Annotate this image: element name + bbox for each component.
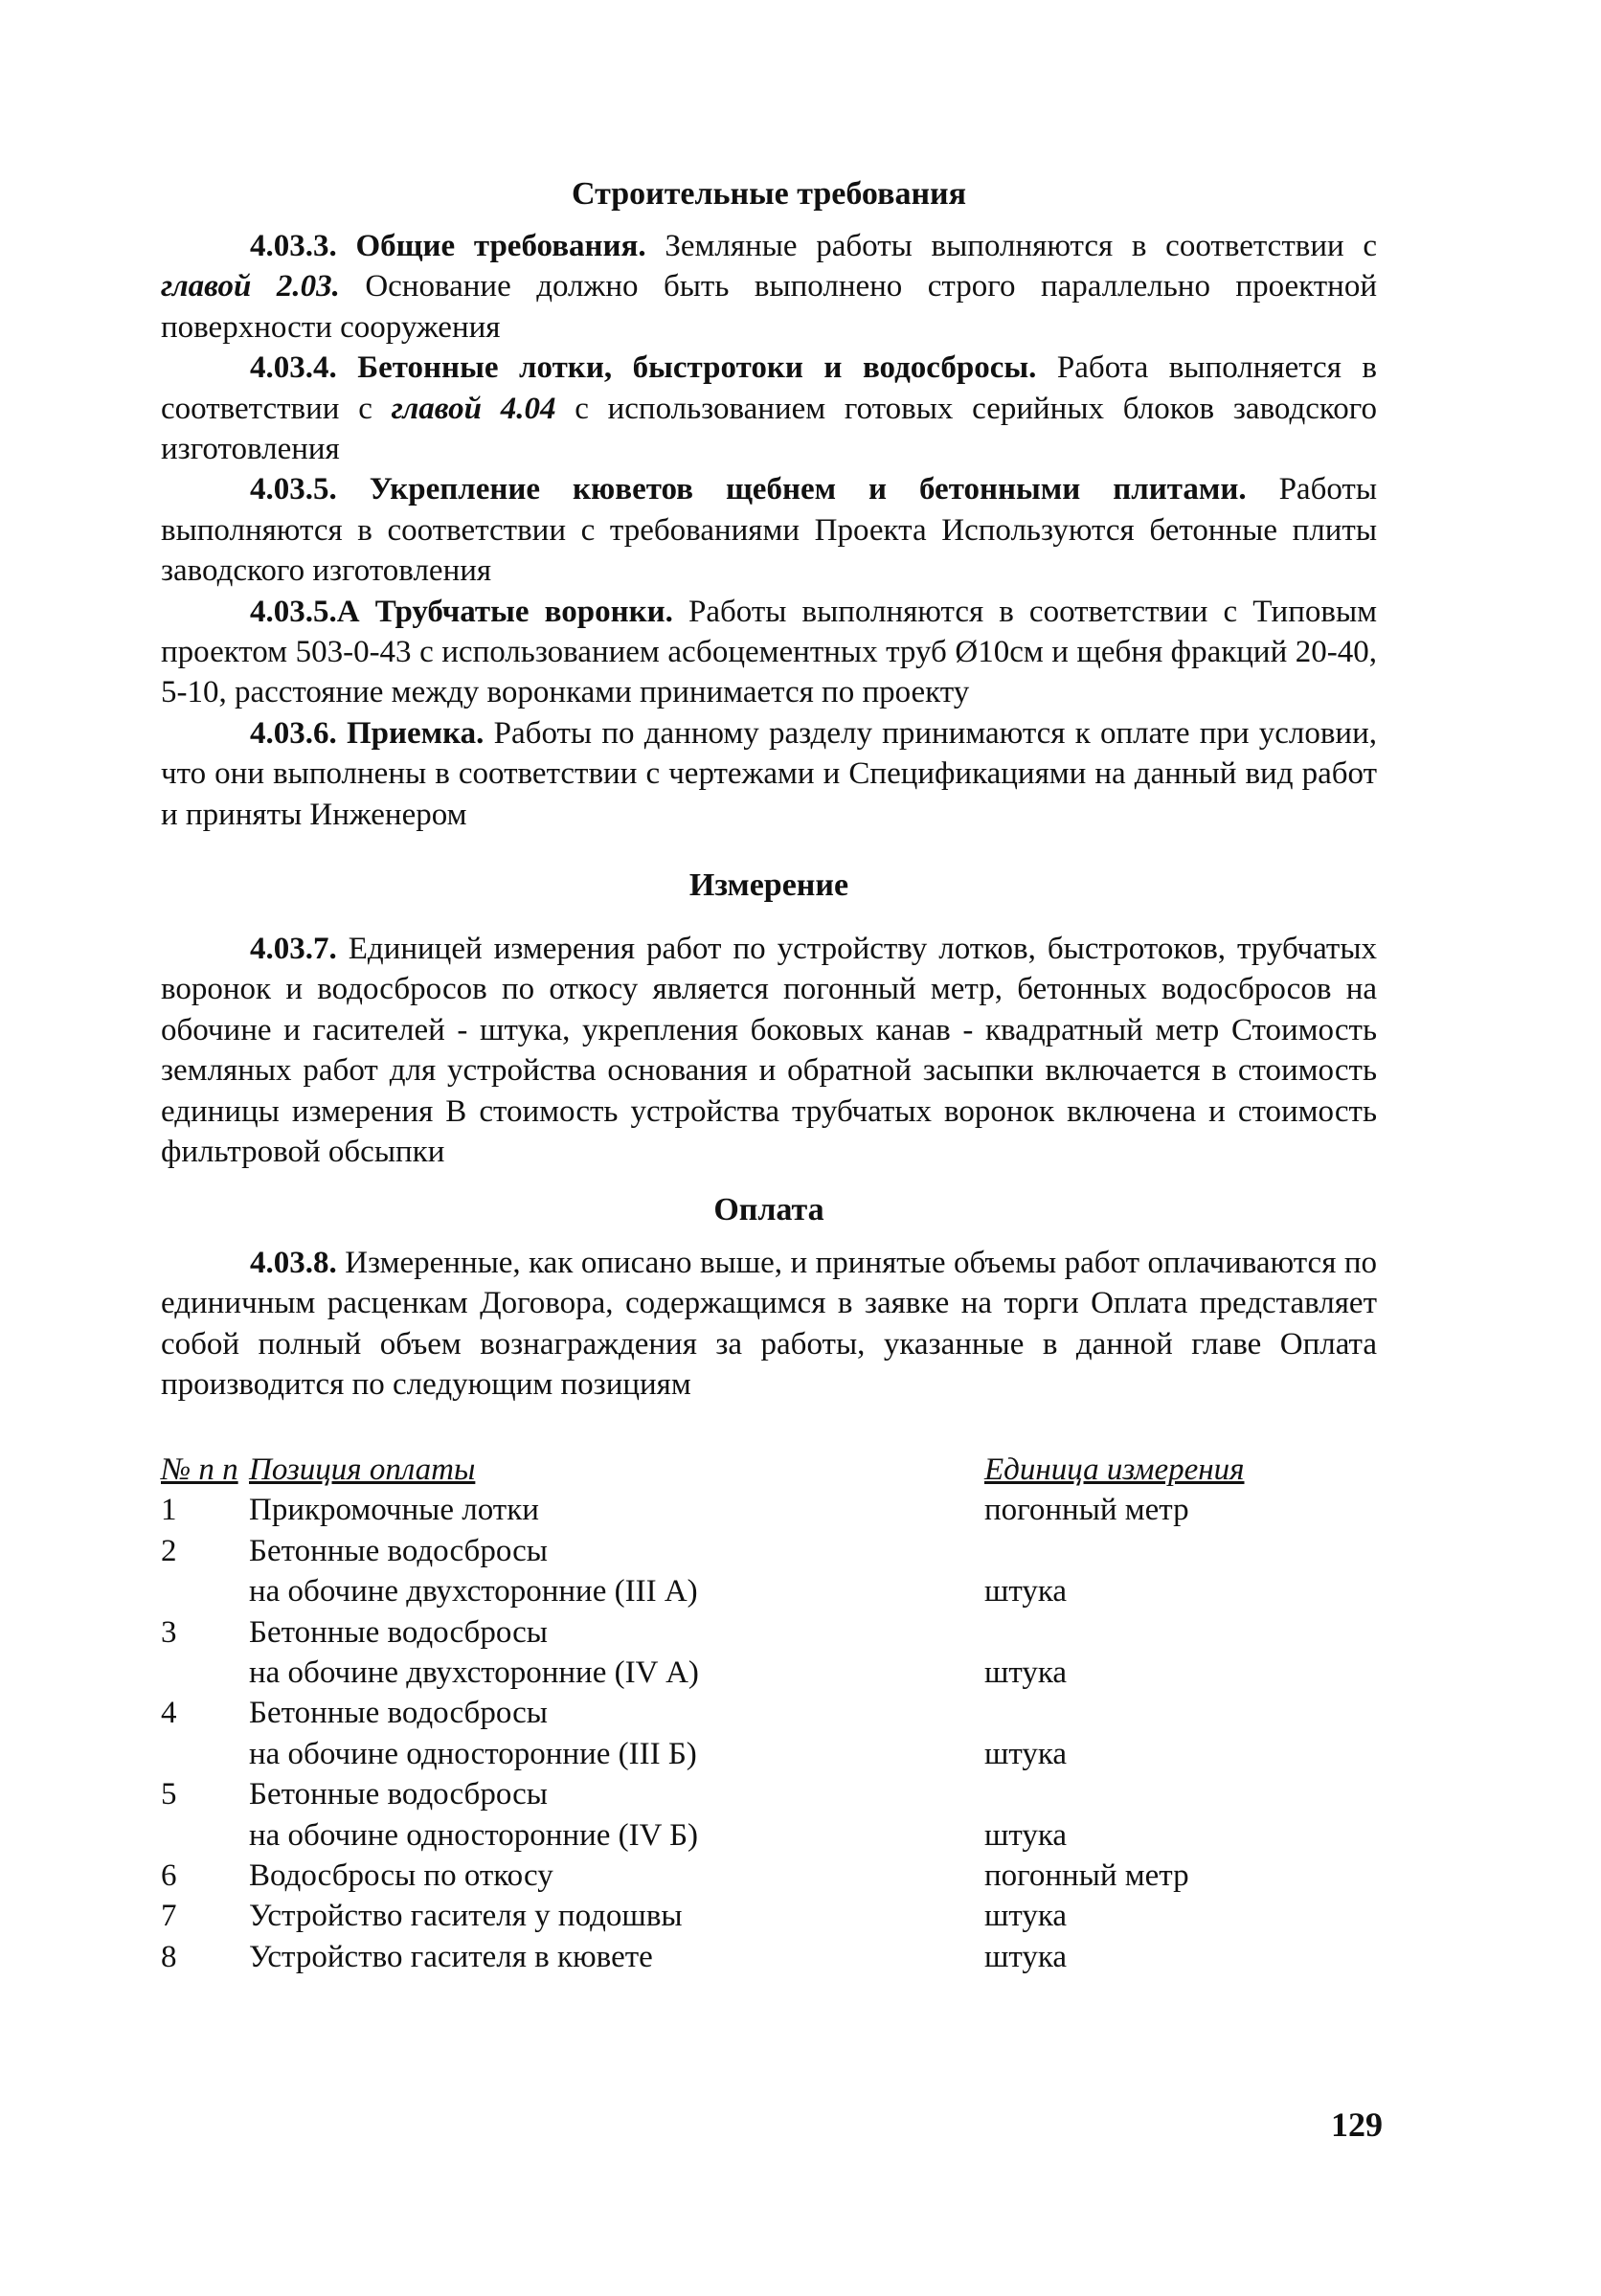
unit-of-measure xyxy=(984,1531,1291,1571)
paragraph-text: Измеренные, как описано выше, и принятые объемы работ оплачиваются по единичным расценкам Договора, содержащимся в заявке на торги Оплата представляет собой полный объем вознаграждения за работы, указанные в данной главе Оплата производится по следующим позициям xyxy=(161,1246,1378,1403)
paragraph-title: Приемка. xyxy=(346,715,485,751)
row-number: 7 xyxy=(161,1899,177,1934)
unit-of-measure: штука xyxy=(984,1939,1068,1974)
table-body xyxy=(161,1490,1291,1977)
unit-of-measure: штука xyxy=(984,1736,1068,1771)
position-name: Бетонные водосбросы xyxy=(249,1533,548,1568)
payment-section xyxy=(161,1243,1377,1406)
paragraph-text: Земляные работы выполняются в соответствии с xyxy=(665,229,1377,263)
position-name: Бетонные водосбросы xyxy=(249,1614,548,1650)
paragraph-text: Основание должно быть выполнено строго параллельно проектной поверхности сооружения xyxy=(161,269,1377,345)
table-row xyxy=(161,1937,1291,1977)
table-row xyxy=(161,1896,1291,1936)
unit-of-measure: штука xyxy=(984,1817,1068,1853)
section-heading-payment: Оплата xyxy=(713,1192,824,1227)
position-name: Водосбросы по откосу xyxy=(249,1858,553,1894)
position-detail: на обочине двухсторонние (III А) xyxy=(249,1574,698,1609)
paragraph-text: с использованием готовых серийных блоков заводского изготовления xyxy=(161,391,1377,467)
table-row xyxy=(161,1490,1291,1530)
row-number: 3 xyxy=(161,1614,177,1650)
position-name: Прикромочные лотки xyxy=(249,1493,539,1528)
table-row xyxy=(161,1693,1291,1733)
paragraph-4-03-5a xyxy=(161,592,1377,713)
header-position: Позиция оплаты xyxy=(249,1452,476,1487)
paragraph-4-03-6 xyxy=(161,713,1377,835)
unit-of-measure xyxy=(984,1612,1291,1653)
row-number: 2 xyxy=(161,1533,177,1568)
row-number: 8 xyxy=(161,1939,177,1974)
paragraph-4-03-5 xyxy=(161,469,1377,591)
table-row-continuation xyxy=(161,1653,1291,1693)
table-row-continuation xyxy=(161,1571,1291,1611)
paragraph-4-03-8 xyxy=(161,1243,1377,1406)
unit-of-measure: штука xyxy=(984,1655,1068,1691)
paragraph-title: Трубчатые воронки. xyxy=(374,594,673,629)
position-name: Бетонные водосбросы xyxy=(249,1777,548,1812)
chapter-reference: главой 2.03. xyxy=(161,269,340,304)
position-name: Устройство гасителя в кювете xyxy=(249,1939,653,1974)
section-heading-measurement: Измерение xyxy=(688,867,849,903)
table-row-continuation xyxy=(161,1815,1291,1856)
construction-requirements xyxy=(161,226,1377,835)
paragraph-text: Работы по данному разделу принимаются к оплате при условии, что они выполнены в соответствии с чертежами и Спецификациями на данный вид работ и приняты Инженером xyxy=(161,715,1378,832)
table-row xyxy=(161,1856,1291,1896)
payment-positions-table xyxy=(161,1450,1291,1977)
position-detail: на обочине односторонние (IV Б) xyxy=(249,1817,699,1853)
header-number: № п п xyxy=(161,1452,238,1487)
unit-of-measure xyxy=(984,1774,1291,1814)
paragraph-text: Работа выполняется в соответствии с xyxy=(161,350,1377,426)
table-row xyxy=(161,1612,1291,1653)
header-unit: Единица измерения xyxy=(984,1452,1245,1487)
unit-of-measure: штука xyxy=(984,1899,1068,1934)
table-row xyxy=(161,1774,1291,1814)
paragraph-title: Бетонные лотки, быстротоки и водосбросы. xyxy=(357,350,1037,386)
paragraph-number: 4.03.6. xyxy=(250,715,337,751)
position-name: Устройство гасителя у подошвы xyxy=(249,1899,683,1934)
paragraph-number: 4.03.4. xyxy=(250,350,337,386)
chapter-reference: главой 4.04 xyxy=(391,391,556,426)
row-number: 5 xyxy=(161,1777,177,1812)
measurement-section xyxy=(161,929,1377,1172)
paragraph-4-03-7 xyxy=(161,929,1377,1172)
position-detail: на обочине двухсторонние (IV А) xyxy=(249,1655,699,1691)
paragraph-4-03-4 xyxy=(161,348,1377,469)
unit-of-measure: погонный метр xyxy=(984,1493,1189,1528)
position-name: Бетонные водосбросы xyxy=(249,1696,548,1731)
unit-of-measure xyxy=(984,1693,1291,1733)
paragraph-number: 4.03.7. xyxy=(250,932,337,966)
paragraph-number: 4.03.5.А xyxy=(250,594,360,629)
paragraph-number: 4.03.3. xyxy=(250,229,337,263)
paragraph-text: Работы выполняются в соответствии с Типовым проектом 503-0-43 с использованием асбоцементных труб Ø10см и щебня фракций 20-40, 5-10, расстояние между воронками принимается по проекту xyxy=(161,594,1377,710)
row-number: 4 xyxy=(161,1696,177,1731)
page-number: 129 xyxy=(1331,2105,1383,2144)
row-number: 6 xyxy=(161,1858,177,1894)
paragraph-text: Единицей измерения работ по устройству лотков, быстротоков, трубчатых воронок и водосбросов по откосу является погонный метр, бетонных водосбросов на обочине и гасителей - штука, укрепления боковых канав - квадратный метр Стоимость земляных работ для устройства основания и обратной засыпки включается в стоимость единицы измерения В стоимость устройства трубчатых воронок включена и стоимость фильтровой обсыпки xyxy=(161,932,1378,1170)
paragraph-number: 4.03.5. xyxy=(250,472,337,507)
position-detail: на обочине односторонние (III Б) xyxy=(249,1736,697,1771)
paragraph-text: Работы выполняются в соответствии с требованиями Проекта Используются бетонные плиты заводского изготовления xyxy=(161,472,1378,589)
paragraph-4-03-3 xyxy=(161,226,1377,348)
unit-of-measure: погонный метр xyxy=(984,1858,1189,1894)
row-number: 1 xyxy=(161,1493,177,1528)
table-row-continuation xyxy=(161,1734,1291,1774)
paragraph-number: 4.03.8. xyxy=(250,1246,337,1280)
unit-of-measure: штука xyxy=(984,1574,1068,1609)
table-header xyxy=(161,1450,1291,1490)
section-heading-construction: Строительные требования xyxy=(571,176,967,212)
paragraph-title: Укрепление кюветов щебнем и бетонными плитами. xyxy=(369,472,1247,507)
paragraph-title: Общие требования. xyxy=(355,229,646,263)
table-row xyxy=(161,1531,1291,1571)
